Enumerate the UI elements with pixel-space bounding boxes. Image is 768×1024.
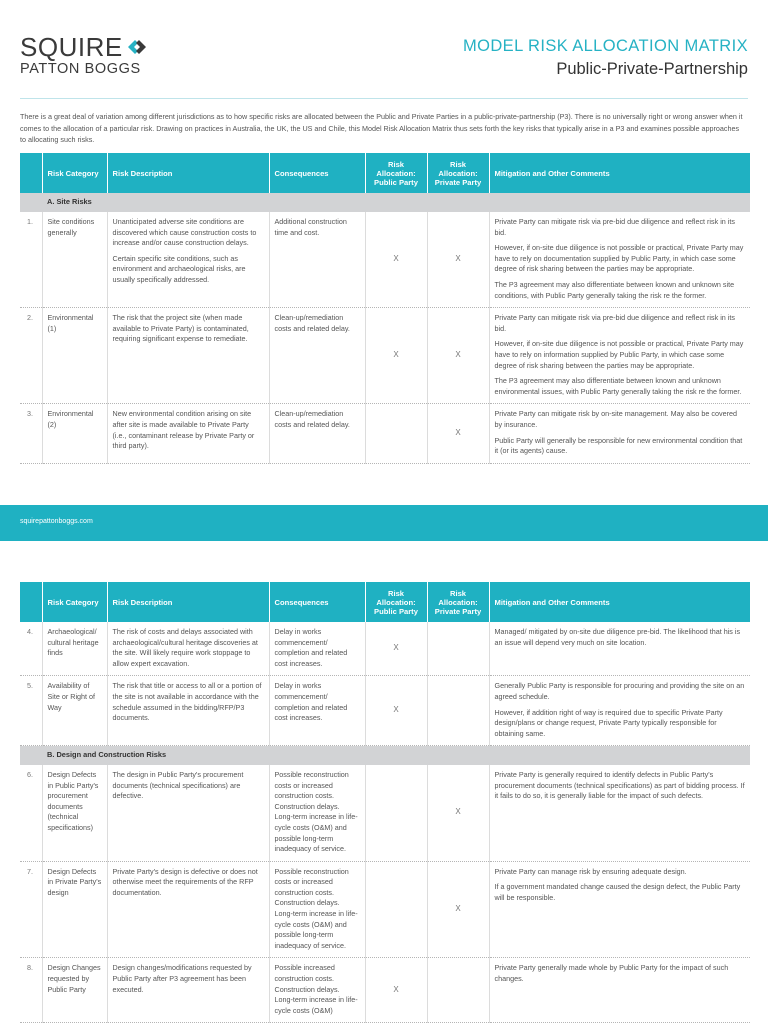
header-category: Risk Category xyxy=(42,153,107,193)
row-number: 2. xyxy=(20,308,42,404)
private-allocation: X xyxy=(427,308,489,404)
risk-category: Archaeological/ cultural heritage finds xyxy=(42,622,107,676)
public-allocation xyxy=(365,861,427,958)
header-consequences: Consequences xyxy=(269,582,365,622)
desc-para: The design in Public Party's procurement documents (technical specifications) are defective. xyxy=(112,769,244,801)
table-row xyxy=(20,308,750,404)
table-header-row xyxy=(20,582,750,622)
header-description: Risk Description xyxy=(107,582,269,622)
mitigation xyxy=(489,212,750,308)
table-row xyxy=(20,622,750,676)
risk-category: Site conditions generally xyxy=(42,212,107,308)
mitigation xyxy=(489,958,750,1023)
mitigation xyxy=(489,676,750,746)
desc-para: Design changes/modifications requested by Public Party after P3 agreement has been executed. xyxy=(112,963,252,994)
risk-description xyxy=(107,765,269,861)
risk-category: Design Defects in Public Party's procurement documents (technical specifications) xyxy=(42,765,107,861)
header-mitigation: Mitigation and Other Comments xyxy=(489,582,750,622)
consequences: Delay in works commencement/ completion and related cost increases. xyxy=(269,676,365,746)
header-public: Risk Allocation: Public Party xyxy=(365,582,427,622)
risk-description xyxy=(107,861,269,958)
risk-category: Design Changes requested by Public Party xyxy=(42,958,107,1023)
header-description: Risk Description xyxy=(107,153,269,193)
mitigation xyxy=(489,622,750,676)
private-allocation: X xyxy=(427,765,489,861)
header-num xyxy=(20,582,42,622)
mitigation xyxy=(489,765,750,861)
desc-para: The risk of costs and delays associated with archaeological/cultural heritage discoveries at the site. Will likely require work stoppage to allow expert excavation. xyxy=(112,627,258,668)
private-allocation: X xyxy=(427,212,489,308)
mit-para: Private Party generally made whole by Public Party for the impact of such changes. xyxy=(494,963,729,984)
mit-para: Private Party can mitigate risk via pre-bid due diligence and reflect risk in its bid. xyxy=(494,313,735,333)
mit-para: If a government mandated change caused the design defect, the Public Party will be responsible. xyxy=(494,882,741,902)
consequences: Possible increased construction costs. Construction delays. Long-term increase in life-cycle costs (O&M) xyxy=(269,958,365,1023)
mit-para: Private Party can mitigate risk via pre-bid due diligence and reflect risk in its bid. xyxy=(494,217,735,237)
mit-para: However, if addition right of way is required due to specific Private Party design/plans or change request, Private Party typically responsible for obtaining same. xyxy=(494,707,723,738)
table-row xyxy=(20,958,750,1023)
mit-para: The P3 agreement may also differentiate between known and unknown environmental issues, with Public Party generally taking the risk re the former. xyxy=(494,376,742,396)
desc-para: Private Party's design is defective or does not otherwise meet the requirements of the RFP documentation. xyxy=(112,866,258,897)
desc-para: New environmental condition arising on site after site is made available to Private Party (i.e., contaminant release by Private Party or third party). xyxy=(112,409,255,451)
public-allocation: X xyxy=(365,958,427,1023)
mitigation xyxy=(489,404,750,463)
risk-description xyxy=(107,212,269,308)
header-category: Risk Category xyxy=(42,582,107,622)
public-allocation xyxy=(365,765,427,861)
desc-para: The risk that title or access to all or a portion of the site is not available in accordance with the schedule assumed in the bidding/RFP/P3 documents. xyxy=(112,681,262,723)
mit-para: Generally Public Party is responsible for procuring and providing the site on an agreed schedule. xyxy=(494,681,745,701)
private-allocation xyxy=(427,676,489,746)
footer-url[interactable]: squirepattonboggs.com xyxy=(20,518,93,525)
header-consequences: Consequences xyxy=(269,153,365,193)
row-number: 3. xyxy=(20,404,42,463)
footer-band xyxy=(0,505,768,541)
risk-description xyxy=(107,308,269,404)
risk-category: Environmental (1) xyxy=(42,308,107,404)
public-allocation: X xyxy=(365,308,427,404)
header-private: Risk Allocation: Private Party xyxy=(427,153,489,193)
risk-category: Environmental (2) xyxy=(42,404,107,463)
consequences: Clean-up/remediation costs and related delay. xyxy=(269,308,365,404)
public-allocation: X xyxy=(365,622,427,676)
table-row xyxy=(20,212,750,308)
mit-para: The P3 agreement may also differentiate between known and unknown site conditions, with Public Party generally taking the risk re the former. xyxy=(494,279,735,300)
section-title: A. Site Risks xyxy=(42,193,750,212)
risk-category: Design Defects in Private Party's design xyxy=(42,861,107,958)
table-row xyxy=(20,404,750,463)
desc-para: Certain specific site conditions, such as environment and archaeological risks, are usually specifically addressed. xyxy=(112,253,246,284)
title-main: MODEL RISK ALLOCATION MATRIX xyxy=(462,37,748,55)
table-header-row xyxy=(20,153,750,193)
section-title: B. Design and Construction Risks xyxy=(42,746,750,765)
private-allocation: X xyxy=(427,861,489,958)
risk-description xyxy=(107,676,269,746)
document-title xyxy=(463,36,748,79)
header-private: Risk Allocation: Private Party xyxy=(427,582,489,622)
intro-paragraph: There is a great deal of variation among different jurisdictions as to how specific risks are allocated between the Public and Private Parties in a public-private-partnership (P3). There is no universally right or wrong answer when it comes to the allocation of a particular risk. Drawing on practices in Australia, the UK, the US and Chile, this Model Risk Allocation Matrix thus sets forth the key risks that typically arise in a P3 and examines possible approaches to allocating such risks. xyxy=(20,112,743,144)
risk-matrix-table-page2 xyxy=(20,582,750,1023)
consequences: Possible reconstruction costs or increased construction costs. Construction delays. Long-term increase in life-cycle costs (O&M) and possible long-term inadequacy of service. xyxy=(269,861,365,958)
consequences: Delay in works commencement/ completion and related cost increases. xyxy=(269,622,365,676)
mit-para: Private Party is generally required to identify defects in Public Party's procurement documents (technical specifications) as part of bidding process. If it fails to do so, it is generally liable for the impact of such defects. xyxy=(494,769,745,801)
title-sub: Public-Private-Partnership xyxy=(556,60,748,78)
table-row xyxy=(20,676,750,746)
header-mitigation: Mitigation and Other Comments xyxy=(489,153,750,193)
header-public: Risk Allocation: Public Party xyxy=(365,153,427,193)
logo-line2: PATTON BOGGS xyxy=(20,61,141,77)
mit-para: Private Party can manage risk by ensuring adequate design. xyxy=(494,866,687,876)
row-number: 1. xyxy=(20,212,42,308)
header-num xyxy=(20,153,42,193)
public-allocation: X xyxy=(365,212,427,308)
mit-para: However, if on-site due diligence is not possible or practical, Private Party may have to rely on information supplied by Public Party, in which case some degree of risk sharing between the parties may be appropriate. xyxy=(494,339,744,370)
risk-description xyxy=(107,622,269,676)
logo-arrow-icon xyxy=(126,34,148,60)
private-allocation: X xyxy=(427,404,489,463)
consequences: Clean-up/remediation costs and related delay. xyxy=(269,404,365,463)
row-number: 7. xyxy=(20,861,42,958)
mit-para: However, if on-site due diligence is not possible or practical, Private Party may have to rely on documentation supplied by Public Party, in which case some degree of risk sharing between the parties may be appropriate. xyxy=(494,243,744,274)
header-divider xyxy=(20,98,748,99)
section-row-design-construction xyxy=(20,746,750,765)
logo-line1: SQUIRE xyxy=(20,32,123,62)
row-number: 8. xyxy=(20,958,42,1023)
desc-para: The risk that the project site (when made available to Private Party) is contaminated, requiring significant expense to remediate. xyxy=(112,313,249,344)
public-allocation xyxy=(365,404,427,463)
public-allocation: X xyxy=(365,676,427,746)
mit-para: Public Party will generally be responsible for new environmental condition that it (or its agents) cause. xyxy=(494,435,743,456)
mit-para: Managed/ mitigated by on-site due diligence pre-bid. The likelihood that his is an issue will depend very much on site location. xyxy=(494,627,741,647)
row-number: 4. xyxy=(20,622,42,676)
private-allocation xyxy=(427,622,489,676)
private-allocation xyxy=(427,958,489,1023)
mitigation xyxy=(489,308,750,404)
risk-description xyxy=(107,404,269,463)
consequences: Possible reconstruction costs or increased construction costs. Construction delays. Long-term increase in life-cycle costs (O&M) and possible long-term inadequacy of service. xyxy=(269,765,365,861)
table-row xyxy=(20,861,750,958)
mitigation xyxy=(489,861,750,958)
desc-para: Unanticipated adverse site conditions are discovered which cause construction costs to increase and/or cause construction delays. xyxy=(112,217,257,248)
row-number: 6. xyxy=(20,765,42,861)
row-number: 5. xyxy=(20,676,42,746)
risk-category: Availability of Site or Right of Way xyxy=(42,676,107,746)
section-row-site-risks xyxy=(20,193,750,212)
table-row xyxy=(20,765,750,861)
company-logo xyxy=(20,34,148,77)
mit-para: Private Party can mitigate risk by on-site management. May also be covered by insurance. xyxy=(494,409,737,429)
risk-matrix-table-page1 xyxy=(20,153,750,464)
consequences: Additional construction time and cost. xyxy=(269,212,365,308)
risk-description xyxy=(107,958,269,1023)
